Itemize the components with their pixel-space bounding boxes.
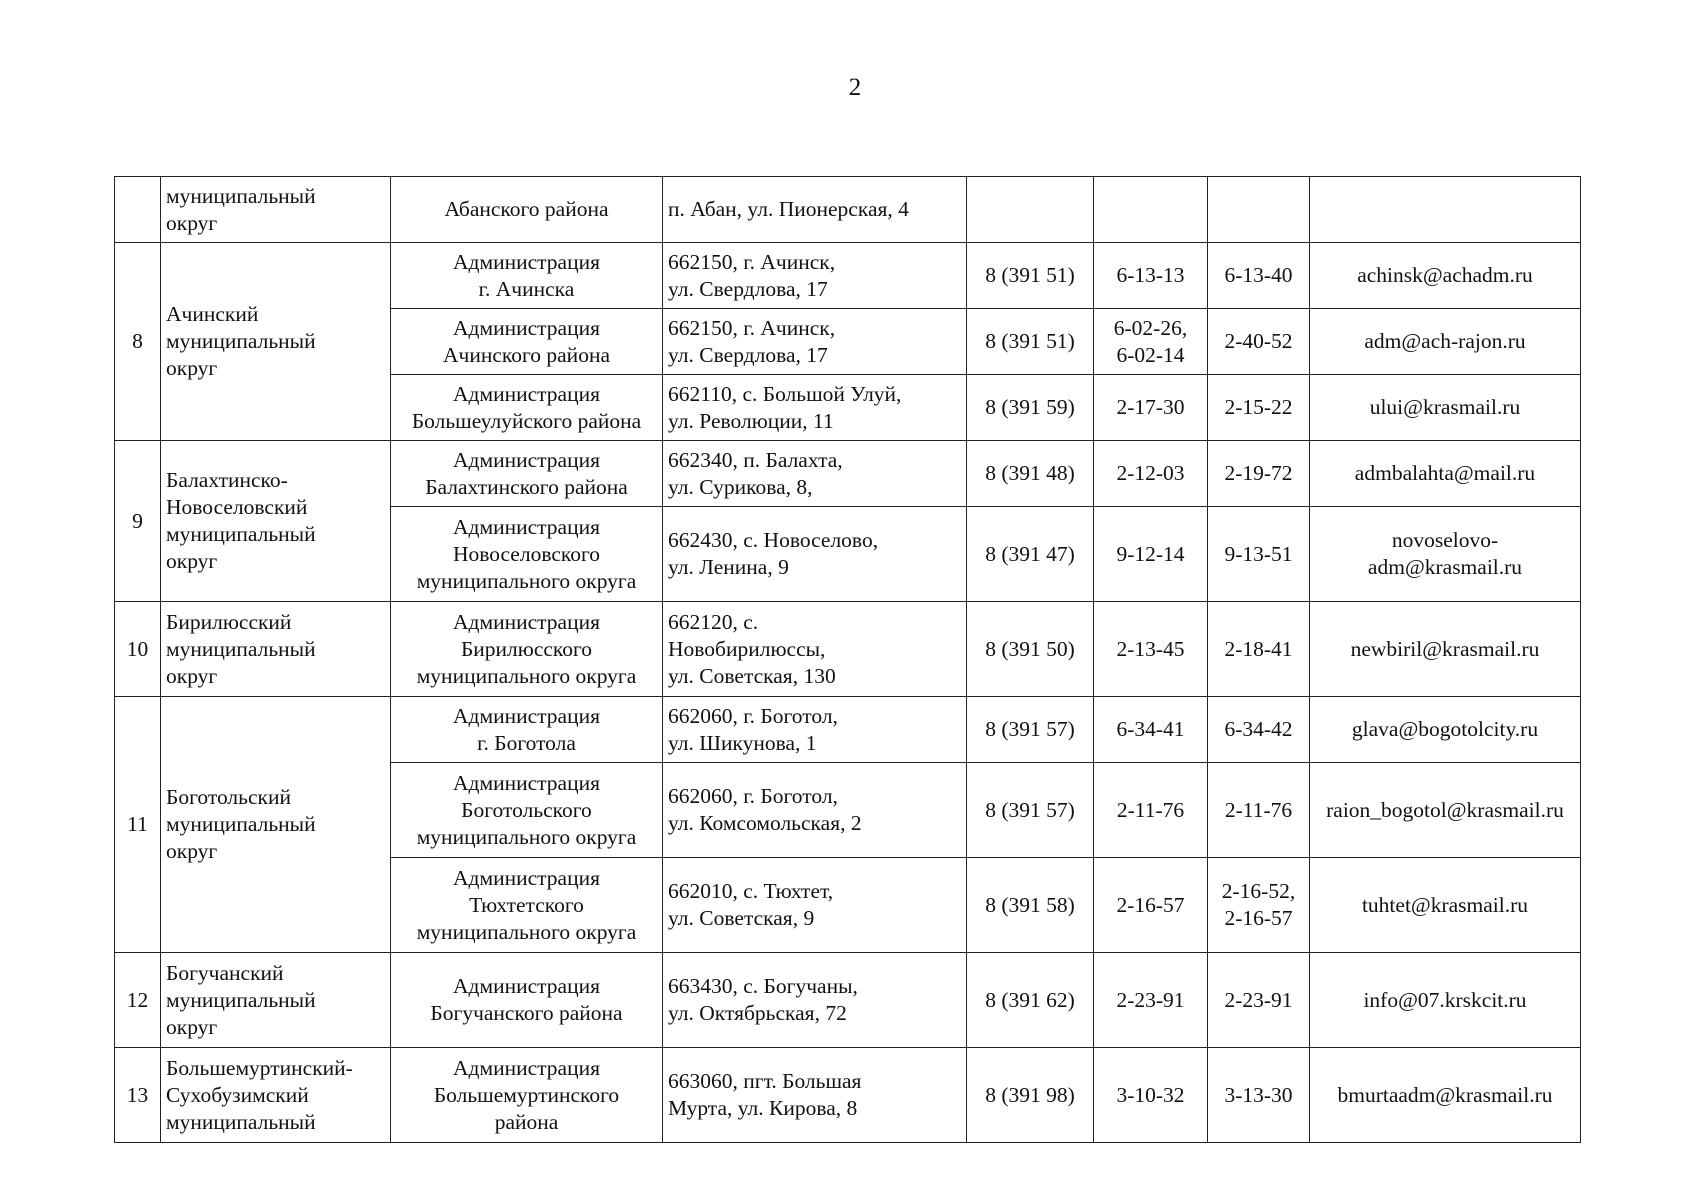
email-address	[1310, 375, 1581, 441]
fax-number	[1208, 507, 1310, 602]
district-name	[161, 602, 391, 697]
fax-number-line: 2-15-22	[1224, 395, 1293, 419]
administration-name-line: Большеулуйского района	[411, 408, 642, 433]
administration-name-line: Администрация	[453, 315, 600, 340]
administration-name-line: Администрация	[453, 865, 600, 890]
administration-name	[391, 177, 663, 243]
district-name	[161, 953, 391, 1048]
fax-number-line: 2-40-52	[1224, 329, 1293, 353]
administration-name	[391, 858, 663, 953]
email-address	[1310, 243, 1581, 309]
phone-number	[1094, 697, 1208, 763]
address	[663, 441, 967, 507]
table-row	[115, 441, 1581, 507]
district-name-line: Бирилюсский	[166, 609, 292, 634]
email-address	[1310, 1048, 1581, 1143]
administration-name-line: Тюхтетского	[469, 892, 584, 917]
row-number: 10	[115, 602, 161, 697]
phone-number	[1094, 858, 1208, 953]
row-number	[115, 177, 161, 243]
district-name-line: Боготольский	[166, 785, 291, 809]
email-address	[1310, 441, 1581, 507]
address	[663, 309, 967, 375]
fax-number	[1208, 309, 1310, 375]
district-name-line: муниципальный	[166, 329, 316, 353]
fax-number-line: 2-23-91	[1224, 987, 1293, 1012]
district-name-line: Большемуртинский-	[166, 1055, 353, 1080]
fax-number-line: 2-11-76	[1224, 797, 1293, 822]
fax-number	[1208, 953, 1310, 1048]
phone-number	[1094, 1048, 1208, 1143]
administration-name-line: района	[494, 1109, 559, 1134]
email-address-line: info@07.krskcit.ru	[1363, 987, 1527, 1012]
administration-name-line: г. Боготола	[477, 730, 576, 755]
address	[663, 953, 967, 1048]
row-number: 12	[115, 953, 161, 1048]
administration-name-line: муниципального округа	[416, 568, 637, 593]
administration-name-line: г. Ачинска	[478, 276, 575, 301]
fax-number	[1208, 858, 1310, 953]
fax-number-line: 2-18-41	[1224, 636, 1293, 661]
fax-number-line: 3-13-30	[1224, 1082, 1293, 1107]
administration-name-line: Администрация	[453, 447, 600, 472]
row-number: 9	[115, 441, 161, 602]
administration-name-line: муниципального округа	[416, 663, 637, 688]
phone-number	[1094, 309, 1208, 375]
phone-number-line: 2-13-45	[1116, 636, 1185, 661]
address	[663, 243, 967, 309]
phone-code: 8 (391 98)	[967, 1048, 1094, 1143]
phone-number-line: 2-23-91	[1116, 987, 1185, 1012]
fax-number-line: 2-16-57	[1224, 906, 1293, 930]
administration-name-line: Администрация	[453, 514, 600, 539]
administration-name	[391, 243, 663, 309]
administration-name-line: муниципального округа	[416, 919, 637, 944]
administration-name	[391, 953, 663, 1048]
email-address-line: newbiril@krasmail.ru	[1350, 636, 1540, 661]
district-name	[161, 243, 391, 441]
address-line: 662010, с. Тюхтет,	[668, 879, 834, 903]
fax-number	[1208, 602, 1310, 697]
fax-number-line: 6-34-42	[1224, 717, 1293, 741]
address	[663, 177, 967, 243]
page-number: 2	[848, 74, 862, 101]
district-name-line: Балахтинско-	[166, 468, 288, 492]
email-address	[1310, 697, 1581, 763]
email-address-line: tuhtet@krasmail.ru	[1361, 892, 1529, 917]
district-name-line: округ	[166, 356, 218, 380]
district-name	[161, 697, 391, 953]
row-number: 11	[115, 697, 161, 953]
fax-number	[1208, 763, 1310, 858]
phone-number-line: 6-02-26,	[1113, 315, 1188, 340]
phone-number-line: 3-10-32	[1116, 1082, 1185, 1107]
address	[663, 507, 967, 602]
address-line: ул. Ленина, 9	[668, 555, 789, 579]
administration-name-line: Администрация	[453, 770, 600, 795]
administration-name	[391, 309, 663, 375]
email-address-line: achinsk@achadm.ru	[1357, 263, 1533, 287]
address-line: ул. Свердлова, 17	[668, 342, 828, 367]
administration-name-line: Балахтинского района	[425, 474, 628, 499]
fax-number	[1208, 1048, 1310, 1143]
phone-number	[1094, 602, 1208, 697]
administration-name-line: Администрация	[453, 381, 600, 406]
administration-name-line: Администрация	[453, 974, 600, 998]
phone-number-line: 6-02-14	[1116, 342, 1185, 367]
table-row	[115, 1048, 1581, 1143]
administration-name-line: Администрация	[453, 703, 600, 728]
district-name-line: муниципальный	[166, 1109, 316, 1134]
phone-code: 8 (391 62)	[967, 953, 1094, 1048]
address	[663, 763, 967, 858]
district-name-line: округ	[166, 549, 218, 573]
address-line: 662060, г. Боготол,	[668, 784, 838, 808]
email-address	[1310, 602, 1581, 697]
phone-number	[1094, 953, 1208, 1048]
phone-number-line: 2-11-76	[1116, 797, 1185, 822]
administration-name	[391, 602, 663, 697]
fax-number-line: 9-13-51	[1224, 541, 1293, 566]
phone-code: 8 (391 59)	[967, 375, 1094, 441]
email-address	[1310, 309, 1581, 375]
district-name	[161, 177, 391, 243]
fax-number	[1208, 177, 1310, 243]
email-address-line: glava@bogotolcity.ru	[1351, 717, 1539, 741]
table-row	[115, 953, 1581, 1048]
phone-code: 8 (391 50)	[967, 602, 1094, 697]
address	[663, 1048, 967, 1143]
administration-name-line: Ачинского района	[442, 342, 610, 367]
table-row	[115, 243, 1581, 309]
district-name-line: муниципальный	[166, 636, 316, 661]
phone-number-line: 9-12-14	[1116, 541, 1185, 566]
address-line: ул. Октябрьская, 72	[668, 1001, 847, 1025]
email-address	[1310, 507, 1581, 602]
administration-name	[391, 1048, 663, 1143]
district-name-line: муниципальный	[166, 183, 316, 208]
administration-name-line: Новоселовского	[452, 541, 601, 566]
district-name-line: Ачинский	[166, 302, 259, 326]
address-line: 662120, с.	[668, 609, 759, 634]
email-address	[1310, 858, 1581, 953]
fax-number	[1208, 243, 1310, 309]
district-name-line: муниципальный	[166, 522, 316, 546]
email-address	[1310, 177, 1581, 243]
phone-code: 8 (391 47)	[967, 507, 1094, 602]
district-name-line: Сухобузимский	[166, 1082, 309, 1107]
address	[663, 858, 967, 953]
administration-name-line: Администрация	[453, 1055, 600, 1080]
email-address-line: admbalahta@mail.ru	[1354, 461, 1536, 485]
administration-name	[391, 441, 663, 507]
address-line: 662340, п. Балахта,	[668, 447, 843, 472]
phone-number	[1094, 375, 1208, 441]
phone-code: 8 (391 48)	[967, 441, 1094, 507]
address-line: 662150, г. Ачинск,	[668, 315, 836, 340]
administration-name	[391, 697, 663, 763]
fax-number-line: 2-19-72	[1224, 461, 1293, 485]
address-line: 663430, с. Богучаны,	[668, 974, 858, 998]
address-line: п. Абан, ул. Пионерская, 4	[668, 197, 909, 221]
phone-code: 8 (391 57)	[967, 697, 1094, 763]
address-line: 662150, г. Ачинск,	[668, 249, 836, 274]
address-line: Новобирилюссы,	[668, 636, 826, 661]
row-number: 13	[115, 1048, 161, 1143]
administration-name-line: Администрация	[453, 609, 600, 634]
address-line: ул. Шикунова, 1	[668, 730, 817, 755]
phone-code: 8 (391 57)	[967, 763, 1094, 858]
table-row	[115, 602, 1581, 697]
address	[663, 697, 967, 763]
district-name	[161, 441, 391, 602]
phone-number-line: 6-13-13	[1116, 263, 1185, 287]
district-name-line: округ	[166, 210, 218, 235]
address-line: ул. Комсомольская, 2	[668, 811, 862, 835]
email-address-line: bmurtaadm@krasmail.ru	[1337, 1082, 1553, 1107]
email-address-line: ului@krasmail.ru	[1369, 395, 1521, 419]
phone-code: 8 (391 51)	[967, 309, 1094, 375]
district-name-line: муниципальный	[166, 812, 316, 836]
email-address-line: raion_bogotol@krasmail.ru	[1326, 797, 1564, 822]
phone-number	[1094, 441, 1208, 507]
district-name-line: Новоселовский	[166, 495, 308, 519]
administration-name-line: муниципального округа	[416, 824, 637, 849]
phone-code	[967, 177, 1094, 243]
address-line: ул. Советская, 9	[668, 906, 815, 930]
address	[663, 375, 967, 441]
administration-name-line: Бирилюсского	[460, 636, 593, 661]
administration-name-line: Боготольского	[461, 797, 592, 822]
phone-number	[1094, 243, 1208, 309]
address-line: Мурта, ул. Кирова, 8	[668, 1096, 858, 1120]
email-address-line: adm@krasmail.ru	[1367, 555, 1523, 579]
fax-number-line: 2-16-52,	[1221, 879, 1296, 903]
table-row	[115, 697, 1581, 763]
row-number: 8	[115, 243, 161, 441]
phone-number	[1094, 763, 1208, 858]
address-line: ул. Революции, 11	[668, 408, 834, 433]
address	[663, 602, 967, 697]
address-line: ул. Советская, 130	[668, 663, 836, 688]
administration-name	[391, 763, 663, 858]
administration-name	[391, 507, 663, 602]
administration-name	[391, 375, 663, 441]
fax-number	[1208, 441, 1310, 507]
district-name-line: округ	[166, 839, 218, 863]
address-line: 662060, г. Боготол,	[668, 703, 838, 728]
administration-name-line: Администрация	[453, 249, 600, 274]
phone-code: 8 (391 58)	[967, 858, 1094, 953]
phone-number-line: 2-17-30	[1116, 395, 1185, 419]
fax-number	[1208, 375, 1310, 441]
address-line: 662110, с. Большой Улуй,	[668, 381, 902, 406]
email-address-line: adm@ach-rajon.ru	[1364, 329, 1526, 353]
phone-number-line: 2-16-57	[1116, 892, 1185, 917]
email-address	[1310, 953, 1581, 1048]
phone-code: 8 (391 51)	[967, 243, 1094, 309]
district-name	[161, 1048, 391, 1143]
address-line: ул. Сурикова, 8,	[668, 474, 813, 499]
phone-number	[1094, 177, 1208, 243]
district-name-line: муниципальный	[166, 987, 316, 1012]
district-name-line: округ	[166, 663, 218, 688]
fax-number	[1208, 697, 1310, 763]
administration-name-line: Абанского района	[444, 197, 609, 221]
district-name-line: округ	[166, 1014, 218, 1039]
phone-number-line: 2-12-03	[1116, 461, 1185, 485]
district-name-line: Богучанский	[166, 960, 284, 985]
email-address-line: novoselovo-	[1391, 528, 1499, 552]
phone-number-line: 6-34-41	[1116, 717, 1185, 741]
address-line: ул. Свердлова, 17	[668, 276, 828, 301]
administrations-table	[114, 176, 1581, 1143]
administration-name-line: Большемуртинского	[433, 1082, 620, 1107]
fax-number-line: 6-13-40	[1224, 263, 1293, 287]
address-line: 662430, с. Новоселово,	[668, 528, 879, 552]
phone-number	[1094, 507, 1208, 602]
address-line: 663060, пгт. Большая	[668, 1069, 862, 1093]
table-row	[115, 177, 1581, 243]
email-address	[1310, 763, 1581, 858]
administration-name-line: Богучанского района	[430, 1001, 623, 1025]
